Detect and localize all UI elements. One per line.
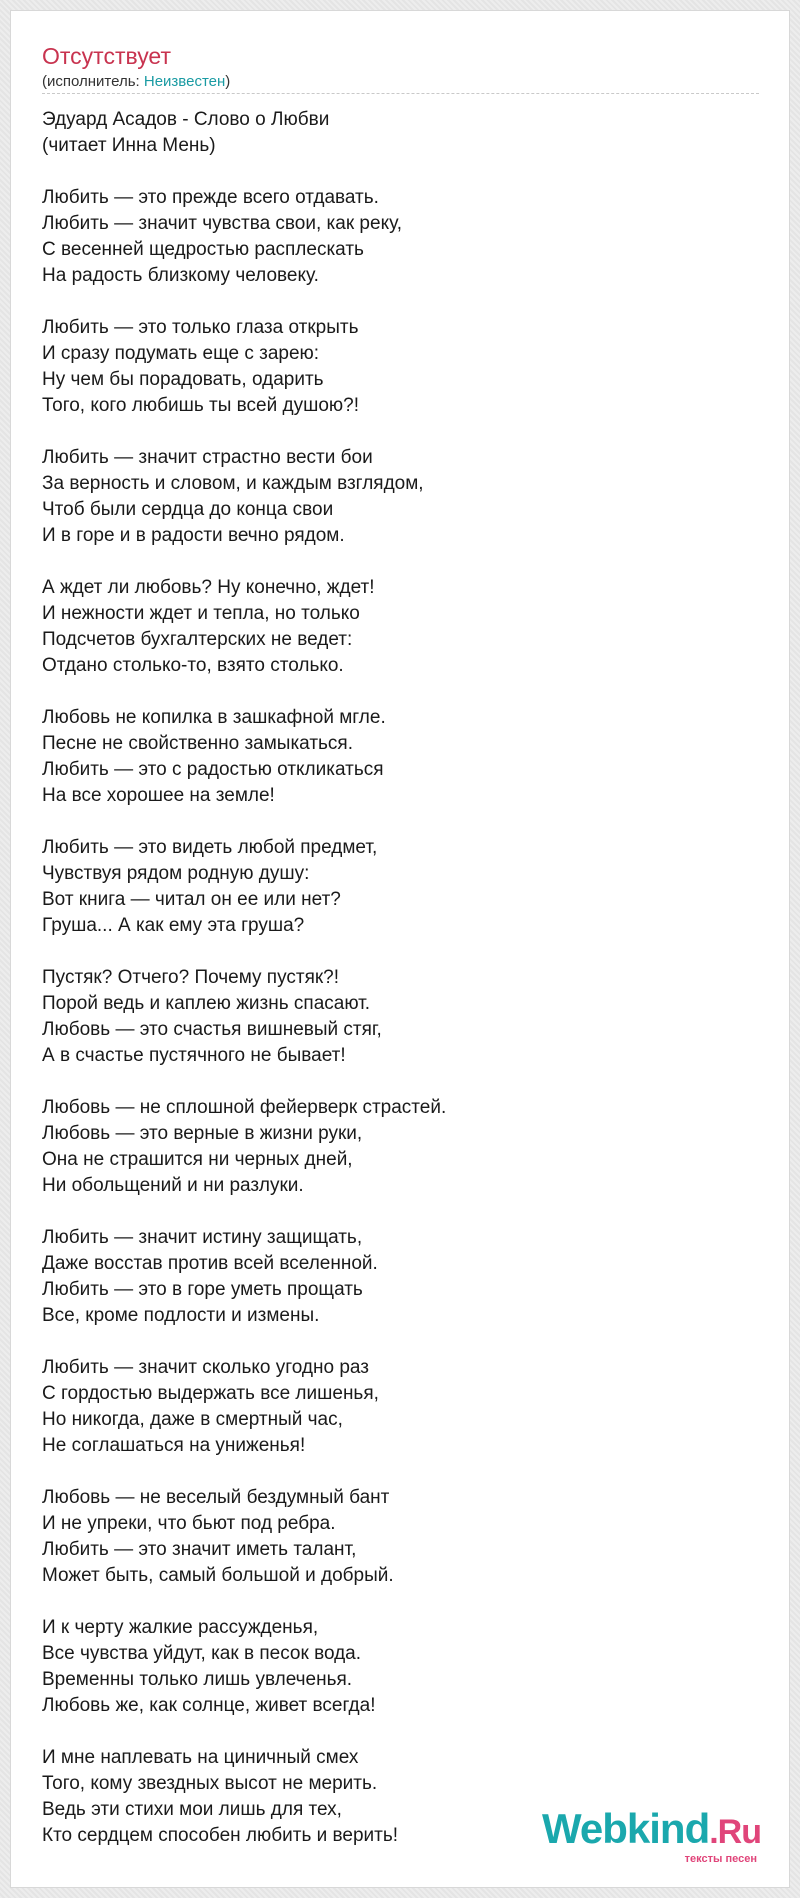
- lyric-line: Любить — это прежде всего отдавать.: [42, 187, 379, 208]
- lyric-line: Эдуард Асадов - Слово о Любви: [42, 109, 330, 130]
- lyric-line: На все хорошее на земле!: [42, 785, 275, 806]
- lyrics-page: [10, 10, 790, 1888]
- stanza-break: [42, 549, 762, 575]
- lyric-line: Даже восстав против всей вселенной.: [42, 1253, 378, 1274]
- lyric-line: Вот книга — читал он ее или нет?: [42, 889, 341, 910]
- lyric-line: Любовь же, как солнце, живет всегда!: [42, 1695, 376, 1716]
- stanza-break: [42, 159, 762, 185]
- lyric-line: А ждет ли любовь? Ну конечно, ждет!: [42, 577, 375, 598]
- lyric-line: Того, кому звездных высот не мерить.: [42, 1773, 378, 1794]
- lyric-line: Но никогда, даже в смертный час,: [42, 1409, 343, 1430]
- stanza-break: [42, 1069, 762, 1095]
- lyric-line: И мне наплевать на циничный смех: [42, 1747, 359, 1768]
- lyric-line: С весенней щедростью расплескать: [42, 239, 364, 260]
- stanza-break: [42, 289, 762, 315]
- lyric-line: На радость близкому человеку.: [42, 265, 319, 286]
- stanza-break: [42, 1329, 762, 1355]
- lyric-line: С гордостью выдержать все лишенья,: [42, 1383, 379, 1404]
- lyric-line: Любить — это видеть любой предмет,: [42, 837, 378, 858]
- performer-prefix: (исполнитель:: [42, 73, 144, 90]
- lyric-line: (читает Инна Мень): [42, 135, 216, 156]
- lyric-line: И сразу подумать еще с зарею:: [42, 343, 320, 364]
- lyric-line: И нежности ждет и тепла, но только: [42, 603, 360, 624]
- stanza-break: [42, 1199, 762, 1225]
- lyric-line: А в счастье пустячного не бывает!: [42, 1045, 346, 1066]
- lyric-line: Временны только лишь увлеченья.: [42, 1669, 353, 1690]
- lyric-line: Любить — значит истину защищать,: [42, 1227, 363, 1248]
- lyric-line: Любить — это значит иметь талант,: [42, 1539, 357, 1560]
- logo-name: Webkind: [541, 1805, 710, 1852]
- lyric-line: За верность и словом, и каждым взглядом,: [42, 473, 424, 494]
- lyric-line: Она не страшится ни черных дней,: [42, 1149, 353, 1170]
- lyric-line: Ни обольщений и ни разлуки.: [42, 1175, 304, 1196]
- lyric-line: Того, кого любишь ты всей душою?!: [42, 395, 359, 416]
- lyric-line: Может быть, самый большой и добрый.: [42, 1565, 394, 1586]
- header-divider: [42, 93, 759, 94]
- performer-link[interactable]: Неизвестен: [143, 73, 226, 90]
- lyric-line: Все чувства уйдут, как в песок вода.: [42, 1643, 362, 1664]
- stanza-break: [42, 1459, 762, 1485]
- lyric-line: И в горе и в радости вечно рядом.: [42, 525, 345, 546]
- lyric-line: Любить — это только глаза открыть: [42, 317, 359, 338]
- lyric-line: Любовь — это счастья вишневый стяг,: [42, 1019, 382, 1040]
- lyric-line: Ведь эти стихи мои лишь для тех,: [42, 1799, 342, 1820]
- stanza-break: [42, 809, 762, 835]
- lyric-line: Порой ведь и каплею жизнь спасают.: [42, 993, 371, 1014]
- lyric-line: Любовь — это верные в жизни руки,: [42, 1123, 363, 1144]
- lyric-line: Все, кроме подлости и измены.: [42, 1305, 320, 1326]
- lyric-line: Любовь — не веселый бездумный бант: [42, 1487, 390, 1508]
- lyric-line: И не упреки, что бьют под ребра.: [42, 1513, 336, 1534]
- logo-domain: .Ru: [709, 1813, 761, 1851]
- lyric-line: Подсчетов бухгалтерских не ведет:: [42, 629, 353, 650]
- logo-wordmark: [542, 1805, 761, 1853]
- webkind-logo[interactable]: [521, 1805, 761, 1869]
- stanza-break: [42, 1589, 762, 1615]
- stanza-break: [42, 419, 762, 445]
- lyric-line: Любить — значит сколько угодно раз: [42, 1357, 369, 1378]
- performer-line: [42, 73, 230, 91]
- lyric-line: И к черту жалкие рассужденья,: [42, 1617, 319, 1638]
- performer-suffix: ): [225, 73, 231, 90]
- lyric-line: Любить — значит чувства свои, как реку,: [42, 213, 402, 234]
- logo-tagline: тексты песен: [684, 1853, 757, 1865]
- lyric-line: Чтоб были сердца до конца свои: [42, 499, 334, 520]
- lyric-line: Пустяк? Отчего? Почему пустяк?!: [42, 967, 340, 988]
- lyric-line: Любовь — не сплошной фейерверк страстей.: [42, 1097, 447, 1118]
- lyric-line: Кто сердцем способен любить и верить!: [42, 1825, 399, 1846]
- song-title: Отсутствует: [42, 43, 171, 69]
- stanza-break: [42, 939, 762, 965]
- lyric-line: Чувствуя рядом родную душу:: [42, 863, 310, 884]
- lyric-line: Любовь не копилка в зашкафной мгле.: [42, 707, 386, 728]
- lyric-line: Отдано столько-то, взято столько.: [42, 655, 344, 676]
- lyric-line: Песне не свойственно замыкаться.: [42, 733, 353, 754]
- stanza-break: [42, 679, 762, 705]
- lyric-line: Груша... А как ему эта груша?: [42, 915, 305, 936]
- lyric-line: Любить — это в горе уметь прощать: [42, 1279, 363, 1300]
- stanza-break: [42, 1719, 762, 1745]
- lyric-line: Любить — значит страстно вести бои: [42, 447, 373, 468]
- lyric-line: Не соглашаться на униженья!: [42, 1435, 306, 1456]
- lyric-line: Ну чем бы порадовать, одарить: [42, 369, 324, 390]
- lyrics-body: [42, 107, 762, 1849]
- lyric-line: Любить — это с радостью откликаться: [42, 759, 384, 780]
